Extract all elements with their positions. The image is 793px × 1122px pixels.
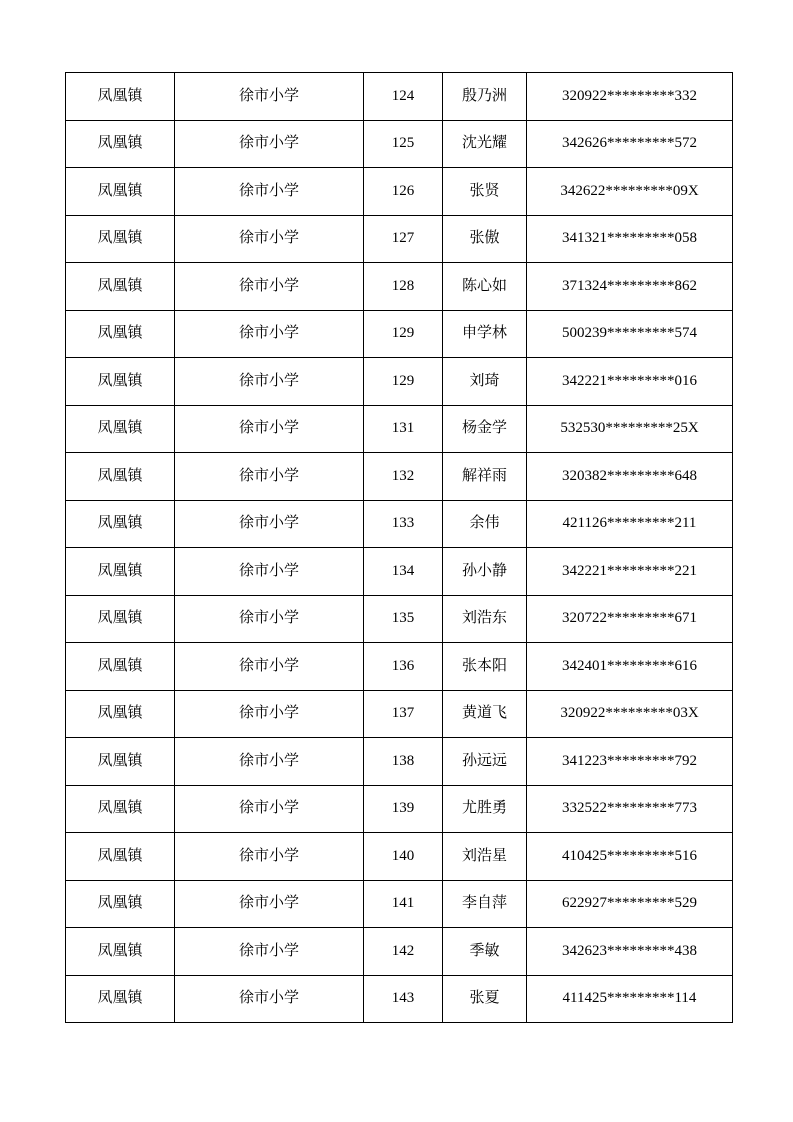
cell-id-number: 342626*********572: [527, 120, 733, 168]
cell-number: 128: [364, 263, 443, 311]
cell-school: 徐市小学: [175, 120, 364, 168]
cell-name: 余伟: [443, 500, 527, 548]
table-row: [66, 405, 733, 453]
table-row: [66, 690, 733, 738]
cell-town: 凤凰镇: [66, 833, 175, 881]
cell-id-number: 320922*********03X: [527, 690, 733, 738]
cell-school: 徐市小学: [175, 215, 364, 263]
table-row: [66, 73, 733, 121]
cell-id-number: 622927*********529: [527, 880, 733, 928]
cell-number: 141: [364, 880, 443, 928]
cell-name: 刘浩东: [443, 595, 527, 643]
cell-id-number: 411425*********114: [527, 975, 733, 1023]
cell-town: 凤凰镇: [66, 785, 175, 833]
cell-id-number: 341321*********058: [527, 215, 733, 263]
cell-name: 解祥雨: [443, 453, 527, 501]
table-row: [66, 785, 733, 833]
cell-name: 沈光耀: [443, 120, 527, 168]
cell-town: 凤凰镇: [66, 168, 175, 216]
cell-number: 137: [364, 690, 443, 738]
cell-school: 徐市小学: [175, 833, 364, 881]
cell-town: 凤凰镇: [66, 738, 175, 786]
cell-school: 徐市小学: [175, 310, 364, 358]
cell-name: 尤胜勇: [443, 785, 527, 833]
cell-name: 张本阳: [443, 643, 527, 691]
cell-id-number: 410425*********516: [527, 833, 733, 881]
cell-school: 徐市小学: [175, 975, 364, 1023]
cell-school: 徐市小学: [175, 263, 364, 311]
cell-name: 张贤: [443, 168, 527, 216]
cell-id-number: 341223*********792: [527, 738, 733, 786]
cell-school: 徐市小学: [175, 643, 364, 691]
cell-number: 136: [364, 643, 443, 691]
cell-number: 126: [364, 168, 443, 216]
cell-school: 徐市小学: [175, 358, 364, 406]
cell-id-number: 332522*********773: [527, 785, 733, 833]
cell-number: 135: [364, 595, 443, 643]
cell-number: 127: [364, 215, 443, 263]
cell-name: 陈心如: [443, 263, 527, 311]
cell-name: 季敏: [443, 928, 527, 976]
cell-name: 黄道飞: [443, 690, 527, 738]
cell-town: 凤凰镇: [66, 310, 175, 358]
cell-number: 133: [364, 500, 443, 548]
cell-town: 凤凰镇: [66, 263, 175, 311]
table-body: [66, 73, 733, 1023]
cell-id-number: 342221*********221: [527, 548, 733, 596]
cell-number: 129: [364, 310, 443, 358]
cell-number: 124: [364, 73, 443, 121]
table-row: [66, 595, 733, 643]
table-row: [66, 215, 733, 263]
cell-name: 申学林: [443, 310, 527, 358]
cell-name: 张傲: [443, 215, 527, 263]
cell-name: 孙远远: [443, 738, 527, 786]
cell-name: 刘浩星: [443, 833, 527, 881]
cell-id-number: 500239*********574: [527, 310, 733, 358]
cell-school: 徐市小学: [175, 168, 364, 216]
table-row: [66, 833, 733, 881]
cell-id-number: 342623*********438: [527, 928, 733, 976]
cell-town: 凤凰镇: [66, 643, 175, 691]
cell-school: 徐市小学: [175, 500, 364, 548]
cell-town: 凤凰镇: [66, 215, 175, 263]
cell-school: 徐市小学: [175, 785, 364, 833]
cell-town: 凤凰镇: [66, 120, 175, 168]
cell-number: 142: [364, 928, 443, 976]
cell-number: 143: [364, 975, 443, 1023]
cell-town: 凤凰镇: [66, 453, 175, 501]
cell-town: 凤凰镇: [66, 405, 175, 453]
table-row: [66, 500, 733, 548]
cell-town: 凤凰镇: [66, 548, 175, 596]
cell-id-number: 342401*********616: [527, 643, 733, 691]
table-row: [66, 975, 733, 1023]
table-row: [66, 643, 733, 691]
cell-id-number: 342221*********016: [527, 358, 733, 406]
cell-name: 杨金学: [443, 405, 527, 453]
table-row: [66, 120, 733, 168]
table-row: [66, 453, 733, 501]
cell-town: 凤凰镇: [66, 880, 175, 928]
cell-id-number: 320722*********671: [527, 595, 733, 643]
cell-id-number: 342622*********09X: [527, 168, 733, 216]
cell-town: 凤凰镇: [66, 500, 175, 548]
table-row: [66, 548, 733, 596]
cell-town: 凤凰镇: [66, 975, 175, 1023]
cell-name: 孙小静: [443, 548, 527, 596]
cell-school: 徐市小学: [175, 453, 364, 501]
table-row: [66, 358, 733, 406]
cell-town: 凤凰镇: [66, 595, 175, 643]
student-roster-table: [65, 72, 733, 1023]
cell-id-number: 320382*********648: [527, 453, 733, 501]
table-row: [66, 880, 733, 928]
cell-name: 李自萍: [443, 880, 527, 928]
table-row: [66, 928, 733, 976]
cell-name: 刘琦: [443, 358, 527, 406]
table-row: [66, 263, 733, 311]
cell-id-number: 371324*********862: [527, 263, 733, 311]
table-row: [66, 168, 733, 216]
cell-name: 殷乃洲: [443, 73, 527, 121]
cell-number: 125: [364, 120, 443, 168]
cell-school: 徐市小学: [175, 548, 364, 596]
cell-town: 凤凰镇: [66, 928, 175, 976]
cell-school: 徐市小学: [175, 880, 364, 928]
cell-number: 134: [364, 548, 443, 596]
table-row: [66, 310, 733, 358]
cell-number: 138: [364, 738, 443, 786]
cell-id-number: 320922*********332: [527, 73, 733, 121]
cell-number: 129: [364, 358, 443, 406]
cell-town: 凤凰镇: [66, 73, 175, 121]
cell-name: 张夏: [443, 975, 527, 1023]
cell-id-number: 532530*********25X: [527, 405, 733, 453]
cell-school: 徐市小学: [175, 73, 364, 121]
cell-number: 139: [364, 785, 443, 833]
cell-school: 徐市小学: [175, 928, 364, 976]
cell-school: 徐市小学: [175, 738, 364, 786]
cell-number: 132: [364, 453, 443, 501]
cell-number: 131: [364, 405, 443, 453]
cell-school: 徐市小学: [175, 595, 364, 643]
cell-town: 凤凰镇: [66, 690, 175, 738]
cell-town: 凤凰镇: [66, 358, 175, 406]
cell-id-number: 421126*********211: [527, 500, 733, 548]
cell-school: 徐市小学: [175, 690, 364, 738]
cell-number: 140: [364, 833, 443, 881]
cell-school: 徐市小学: [175, 405, 364, 453]
table-row: [66, 738, 733, 786]
